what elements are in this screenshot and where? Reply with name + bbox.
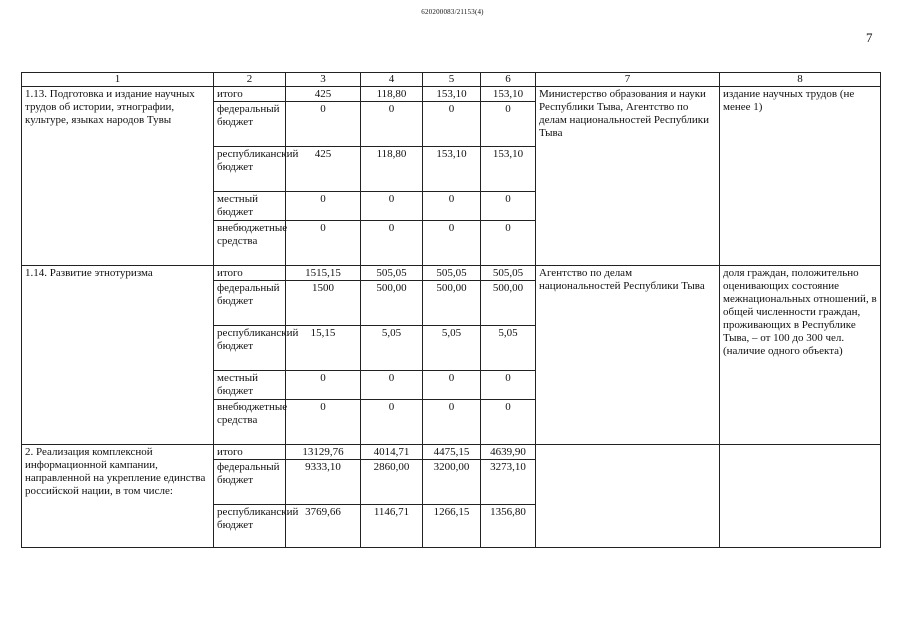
table-row	[22, 266, 881, 281]
funding-amount-year-1: 425	[286, 87, 361, 102]
funding-amount-year-4: 0	[481, 102, 536, 147]
funding-amount-year-1: 0	[286, 371, 361, 400]
responsible-executor	[536, 445, 720, 548]
funding-source: федеральный бюджет	[214, 102, 286, 147]
funding-amount-year-4: 0	[481, 221, 536, 266]
expected-result: доля граждан, положительно оценивающих состояние межнациональных отношений, в общей численности граждан, проживающих в Республике Тыва, – от 100 до 300 чел. (наличие одного объекта)	[720, 266, 881, 445]
funding-amount-year-2: 2860,00	[361, 460, 423, 505]
funding-amount-year-2: 5,05	[361, 326, 423, 371]
column-header-7: 7	[536, 73, 720, 87]
document-code: 620200083/21153(4)	[421, 8, 484, 16]
column-number-row	[22, 73, 881, 87]
funding-amount-year-1: 3769,66	[286, 505, 361, 548]
funding-amount-year-4: 0	[481, 400, 536, 445]
funding-amount-year-1: 15,15	[286, 326, 361, 371]
funding-amount-year-4: 1356,80	[481, 505, 536, 548]
funding-source: республиканский бюджет	[214, 147, 286, 192]
funding-amount-year-2: 0	[361, 192, 423, 221]
funding-source: внебюджетные средства	[214, 221, 286, 266]
funding-source: местный бюджет	[214, 192, 286, 221]
column-header-2: 2	[214, 73, 286, 87]
responsible-executor: Министерство образования и науки Республики Тыва, Агентство по делам национальностей Республики Тыва	[536, 87, 720, 266]
funding-source: итого	[214, 445, 286, 460]
funding-amount-year-4: 153,10	[481, 87, 536, 102]
activity-description: 1.14. Развитие этнотуризма	[22, 266, 214, 445]
column-header-4: 4	[361, 73, 423, 87]
funding-source: республиканский бюджет	[214, 505, 286, 548]
funding-amount-year-2: 0	[361, 400, 423, 445]
funding-amount-year-4: 4639,90	[481, 445, 536, 460]
expected-result: издание научных трудов (не менее 1)	[720, 87, 881, 266]
funding-amount-year-4: 153,10	[481, 147, 536, 192]
funding-source: внебюджетные средства	[214, 400, 286, 445]
funding-source: федеральный бюджет	[214, 281, 286, 326]
funding-amount-year-2: 4014,71	[361, 445, 423, 460]
column-header-8: 8	[720, 73, 881, 87]
funding-amount-year-3: 500,00	[423, 281, 481, 326]
funding-source: федеральный бюджет	[214, 460, 286, 505]
expected-result	[720, 445, 881, 548]
funding-amount-year-3: 3200,00	[423, 460, 481, 505]
funding-source: республиканский бюджет	[214, 326, 286, 371]
funding-amount-year-1: 1515,15	[286, 266, 361, 281]
funding-amount-year-3: 153,10	[423, 147, 481, 192]
column-header-5: 5	[423, 73, 481, 87]
funding-amount-year-3: 0	[423, 102, 481, 147]
funding-amount-year-3: 5,05	[423, 326, 481, 371]
funding-amount-year-1: 0	[286, 400, 361, 445]
funding-amount-year-4: 3273,10	[481, 460, 536, 505]
funding-amount-year-1: 13129,76	[286, 445, 361, 460]
funding-amount-year-3: 4475,15	[423, 445, 481, 460]
funding-amount-year-4: 505,05	[481, 266, 536, 281]
funding-amount-year-3: 505,05	[423, 266, 481, 281]
funding-amount-year-1: 0	[286, 102, 361, 147]
funding-amount-year-1: 425	[286, 147, 361, 192]
funding-amount-year-4: 500,00	[481, 281, 536, 326]
budget-table	[21, 72, 881, 548]
table-row	[22, 87, 881, 102]
funding-amount-year-2: 500,00	[361, 281, 423, 326]
funding-source: итого	[214, 87, 286, 102]
funding-amount-year-2: 0	[361, 371, 423, 400]
funding-amount-year-2: 1146,71	[361, 505, 423, 548]
column-header-1: 1	[22, 73, 214, 87]
table-header	[22, 73, 881, 87]
funding-amount-year-1: 0	[286, 192, 361, 221]
funding-amount-year-3: 0	[423, 400, 481, 445]
funding-source: итого	[214, 266, 286, 281]
funding-amount-year-2: 118,80	[361, 147, 423, 192]
column-header-6: 6	[481, 73, 536, 87]
funding-amount-year-2: 0	[361, 102, 423, 147]
activity-description: 2. Реализация комплексной информационной кампании, направленной на укрепление единства российской нации, в том числе:	[22, 445, 214, 548]
column-header-3: 3	[286, 73, 361, 87]
funding-amount-year-3: 153,10	[423, 87, 481, 102]
funding-amount-year-4: 5,05	[481, 326, 536, 371]
page-number: 7	[866, 30, 873, 45]
activity-description: 1.13. Подготовка и издание научных трудов об истории, этнографии, культуре, языках народов Тувы	[22, 87, 214, 266]
funding-amount-year-4: 0	[481, 371, 536, 400]
funding-amount-year-1: 0	[286, 221, 361, 266]
table-body	[22, 87, 881, 548]
funding-amount-year-2: 118,80	[361, 87, 423, 102]
funding-amount-year-3: 0	[423, 221, 481, 266]
funding-amount-year-1: 1500	[286, 281, 361, 326]
funding-amount-year-1: 9333,10	[286, 460, 361, 505]
funding-amount-year-2: 0	[361, 221, 423, 266]
funding-amount-year-3: 1266,15	[423, 505, 481, 548]
funding-amount-year-3: 0	[423, 371, 481, 400]
funding-amount-year-2: 505,05	[361, 266, 423, 281]
funding-amount-year-3: 0	[423, 192, 481, 221]
table-row	[22, 445, 881, 460]
funding-amount-year-4: 0	[481, 192, 536, 221]
responsible-executor: Агентство по делам национальностей Республики Тыва	[536, 266, 720, 445]
funding-source: местный бюджет	[214, 371, 286, 400]
